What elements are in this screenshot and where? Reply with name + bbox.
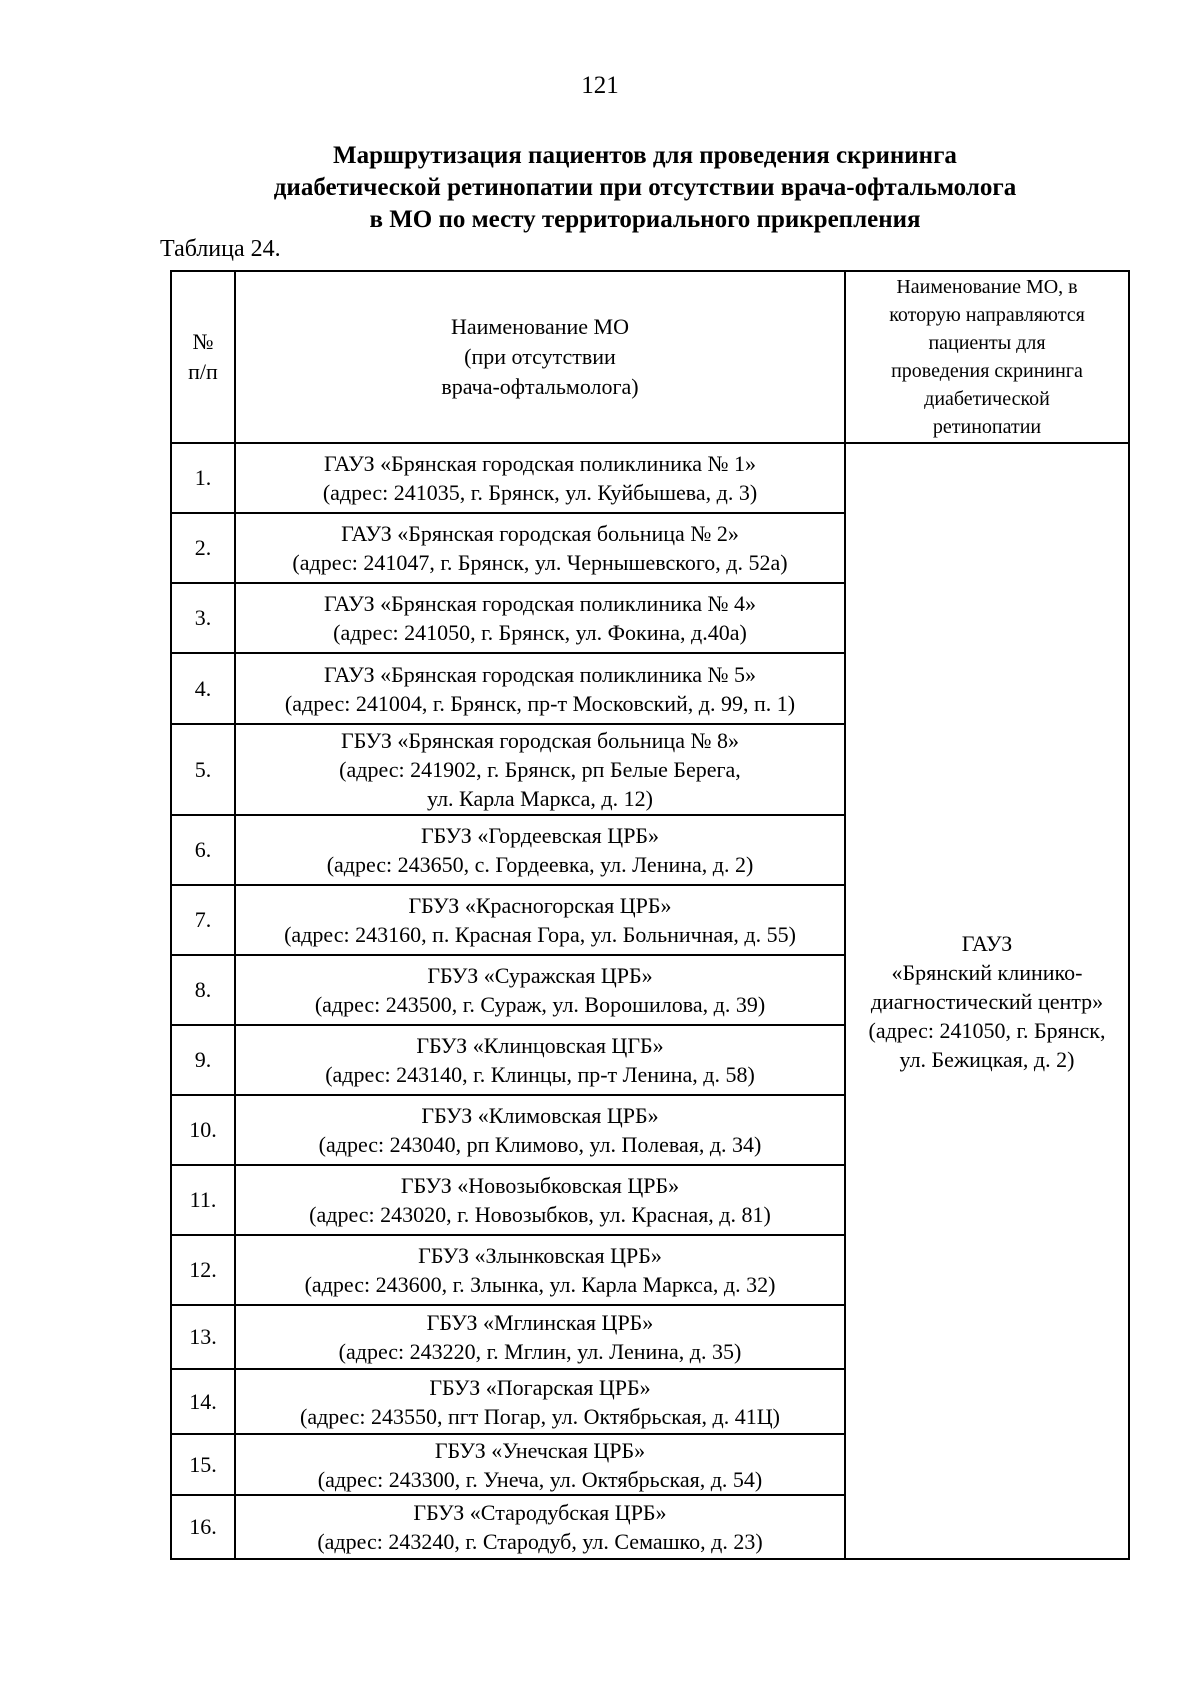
row-number: 9. [171, 1025, 235, 1095]
table-caption: Таблица 24. [160, 236, 281, 262]
header-dest-line-6: ретинопатии [932, 416, 1042, 438]
mo-name: ГБУЗ «Брянская городская больница № 8» [341, 728, 739, 753]
row-number: 15. [171, 1434, 235, 1495]
header-dest-line-2: которую направляются [889, 304, 1085, 326]
destination-line-4: (адрес: 241050, г. Брянск, [868, 1017, 1106, 1043]
row-number: 5. [171, 724, 235, 815]
mo-address: (адрес: 243240, г. Стародуб, ул. Семашко, д. 23) [317, 1529, 763, 1554]
row-number: 16. [171, 1495, 235, 1559]
mo-address: (адрес: 241035, г. Брянск, ул. Куйбышева, д. 3) [322, 480, 758, 505]
mo-cell [235, 885, 845, 955]
mo-cell [235, 1434, 845, 1495]
mo-cell [235, 443, 845, 513]
title-line-2: диабетической ретинопатии при отсутствии врача-офтальмолога [273, 174, 1017, 201]
routing-table [170, 270, 1130, 1560]
header-destination [845, 271, 1129, 443]
destination-line-2: «Брянский клинико- [891, 959, 1083, 985]
mo-address: (адрес: 243020, г. Новозыбков, ул. Красная, д. 81) [309, 1202, 771, 1227]
mo-cell [235, 583, 845, 653]
mo-cell [235, 1095, 845, 1165]
mo-address: (адрес: 243160, п. Красная Гора, ул. Больничная, д. 55) [284, 922, 796, 947]
header-mo-line-1: Наименование МО [450, 314, 629, 339]
mo-name: ГБУЗ «Новозыбковская ЦРБ» [400, 1173, 680, 1198]
mo-cell [235, 1369, 845, 1434]
mo-address: (адрес: 243140, г. Клинцы, пр-т Ленина, д. 58) [325, 1062, 755, 1087]
mo-name: ГБУЗ «Клинцовская ЦГБ» [416, 1033, 664, 1058]
mo-address: (адрес: 243220, г. Мглин, ул. Ленина, д. 35) [338, 1339, 742, 1364]
row-number: 7. [171, 885, 235, 955]
header-dest-line-5: диабетической [924, 388, 1050, 410]
mo-address: (адрес: 243300, г. Унеча, ул. Октябрьская, д. 54) [317, 1466, 763, 1492]
table-header-row [171, 271, 1129, 443]
title-line-3: в МО по месту территориального прикрепления [369, 206, 921, 233]
header-mo-line-3: врача-офтальмолога) [441, 374, 639, 399]
title-line-1: Маршрутизация пациентов для проведения скрининга [333, 142, 957, 169]
header-mo-name [235, 271, 845, 443]
mo-name: ГБУЗ «Суражская ЦРБ» [427, 963, 653, 988]
row-number: 13. [171, 1305, 235, 1369]
destination-line-3: диагностический центр» [870, 988, 1104, 1014]
header-number-line-1: № [192, 329, 214, 354]
row-number: 4. [171, 653, 235, 724]
mo-cell [235, 1235, 845, 1305]
row-number: 1. [171, 443, 235, 513]
mo-address: (адрес: 243500, г. Сураж, ул. Ворошилова, д. 39) [314, 992, 766, 1017]
header-dest-line-3: пациенты для [928, 332, 1046, 354]
table-row [171, 443, 1129, 513]
mo-cell [235, 513, 845, 583]
row-number: 14. [171, 1369, 235, 1434]
mo-name: ГБУЗ «Злынковская ЦРБ» [418, 1243, 662, 1268]
header-number [171, 271, 235, 443]
mo-address: (адрес: 241050, г. Брянск, ул. Фокина, д.40а) [333, 620, 747, 645]
mo-name: ГАУЗ «Брянская городская поликлиника № 5» [324, 661, 756, 687]
header-mo-line-2: (при отсутствии [464, 344, 616, 369]
mo-name: ГБУЗ «Мглинская ЦРБ» [426, 1310, 654, 1335]
mo-cell [235, 724, 845, 815]
mo-address: (адрес: 243650, с. Гордеевка, ул. Ленина, д. 2) [326, 852, 754, 877]
page-number: 121 [581, 72, 619, 99]
row-number: 3. [171, 583, 235, 653]
header-dest-line-1: Наименование МО, в [896, 276, 1078, 298]
mo-name: ГБУЗ «Климовская ЦРБ» [421, 1103, 659, 1128]
mo-address: (адрес: 243550, пгт Погар, ул. Октябрьская, д. 41Ц) [300, 1403, 780, 1429]
row-number: 10. [171, 1095, 235, 1165]
mo-address: (адрес: 241047, г. Брянск, ул. Чернышевского, д. 52а) [292, 550, 788, 575]
mo-name: ГАУЗ «Брянская городская поликлиника № 1» [324, 451, 756, 476]
header-dest-line-4: проведения скрининга [891, 360, 1083, 382]
mo-name: ГБУЗ «Унечская ЦРБ» [434, 1437, 646, 1463]
mo-name: ГБУЗ «Стародубская ЦРБ» [413, 1500, 667, 1525]
mo-cell [235, 1165, 845, 1235]
mo-name: ГАУЗ «Брянская городская больница № 2» [341, 521, 739, 546]
row-number: 8. [171, 955, 235, 1025]
destination-cell [845, 443, 1129, 1559]
mo-name: ГБУЗ «Погарская ЦРБ» [429, 1374, 651, 1400]
row-number: 6. [171, 815, 235, 885]
mo-name: ГАУЗ «Брянская городская поликлиника № 4» [324, 591, 756, 616]
mo-address-line-2: ул. Карла Маркса, д. 12) [427, 786, 653, 811]
mo-cell [235, 815, 845, 885]
mo-address: (адрес: 241004, г. Брянск, пр-т Московский, д. 99, п. 1) [284, 690, 796, 716]
mo-cell [235, 653, 845, 724]
row-number: 12. [171, 1235, 235, 1305]
mo-name: ГБУЗ «Гордеевская ЦРБ» [420, 823, 660, 848]
mo-cell [235, 1495, 845, 1559]
destination-line-1: ГАУЗ [961, 930, 1013, 956]
destination-line-5: ул. Бежицкая, д. 2) [899, 1046, 1075, 1072]
mo-cell [235, 955, 845, 1025]
mo-address: (адрес: 243600, г. Злынка, ул. Карла Маркса, д. 32) [304, 1272, 776, 1297]
header-number-line-2: п/п [188, 359, 218, 384]
row-number: 2. [171, 513, 235, 583]
row-number: 11. [171, 1165, 235, 1235]
mo-cell [235, 1305, 845, 1369]
mo-address: (адрес: 241902, г. Брянск, рп Белые Берега, [339, 757, 741, 782]
document-title [150, 140, 1140, 236]
mo-cell [235, 1025, 845, 1095]
mo-name: ГБУЗ «Красногорская ЦРБ» [408, 893, 672, 918]
mo-address: (адрес: 243040, рп Климово, ул. Полевая, д. 34) [318, 1132, 762, 1157]
